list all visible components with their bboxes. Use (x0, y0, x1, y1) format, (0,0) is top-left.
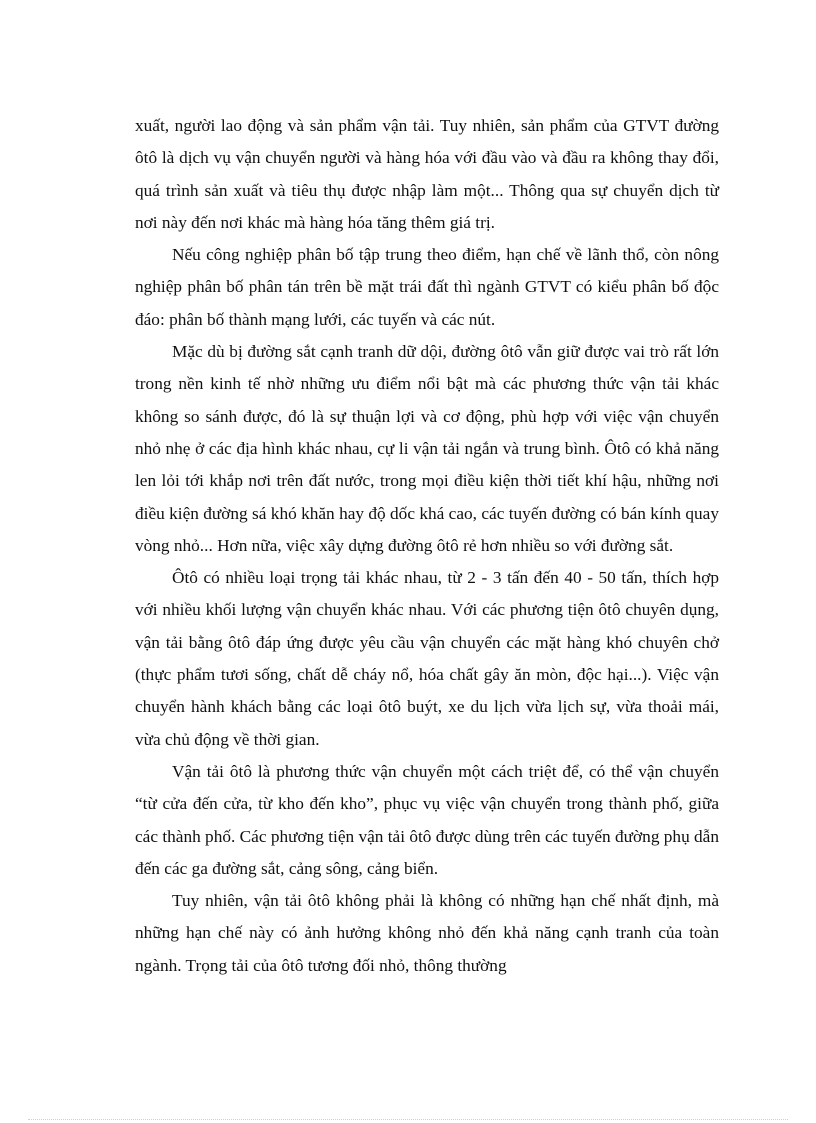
page-bottom-divider (28, 1119, 788, 1120)
paragraph-3: Mặc dù bị đường sắt cạnh tranh dữ dội, đường ôtô vẫn giữ được vai trò rất lớn trong nền kinh tế nhờ những ưu điểm nổi bật mà các phương thức vận tải khác không so sánh được, đó là sự thuận lợi và cơ động, phù hợp với việc vận chuyển nhỏ nhẹ ở các địa hình khác nhau, cự li vận tải ngắn và trung bình. Ôtô có khả năng len lỏi tới khắp nơi trên đất nước, trong mọi điều kiện thời tiết khí hậu, những nơi điều kiện đường sá khó khăn hay độ dốc khá cao, các tuyến đường có bán kính quay vòng nhỏ... Hơn nữa, việc xây dựng đường ôtô rẻ hơn nhiều so với đường sắt. (135, 342, 719, 555)
paragraph-1: xuất, người lao động và sản phẩm vận tải. Tuy nhiên, sản phẩm của GTVT đường ôtô là dịch vụ vận chuyển người và hàng hóa với đầu vào và đầu ra không thay đổi, quá trình sản xuất và tiêu thụ được nhập làm một... Thông qua sự chuyển dịch từ nơi này đến nơi khác mà hàng hóa tăng thêm giá trị. (135, 116, 719, 232)
paragraph-4: Ôtô có nhiều loại trọng tải khác nhau, từ 2 - 3 tấn đến 40 - 50 tấn, thích hợp với nhiều khối lượng vận chuyển khác nhau. Với các phương tiện ôtô chuyên dụng, vận tải bằng ôtô đáp ứng được yêu cầu vận chuyển các mặt hàng khó chuyên chở (thực phẩm tươi sống, chất dễ cháy nổ, hóa chất gây ăn mòn, độc hại...). Việc vận chuyển hành khách bằng các loại ôtô buýt, xe du lịch vừa lịch sự, vừa thoải mái, vừa chủ động về thời gian. (135, 568, 719, 749)
document-body (135, 110, 719, 982)
paragraph-2: Nếu công nghiệp phân bố tập trung theo điểm, hạn chế về lãnh thổ, còn nông nghiệp phân bố phân tán trên bề mặt trái đất thì ngành GTVT có kiểu phân bố độc đáo: phân bố thành mạng lưới, các tuyến và các nút. (135, 245, 719, 329)
paragraph-5: Vận tải ôtô là phương thức vận chuyển một cách triệt để, có thể vận chuyển “từ cửa đến cửa, từ kho đến kho”, phục vụ việc vận chuyển trong thành phố, giữa các thành phố. Các phương tiện vận tải ôtô được dùng trên các tuyến đường phụ dẫn đến các ga đường sắt, cảng sông, cảng biển. (135, 761, 719, 878)
paragraph-6: Tuy nhiên, vận tải ôtô không phải là không có những hạn chế nhất định, mà những hạn chế này có ảnh hưởng không nhỏ đến khả năng cạnh tranh của toàn ngành. Trọng tải của ôtô tương đối nhỏ, thông thường (135, 891, 719, 975)
